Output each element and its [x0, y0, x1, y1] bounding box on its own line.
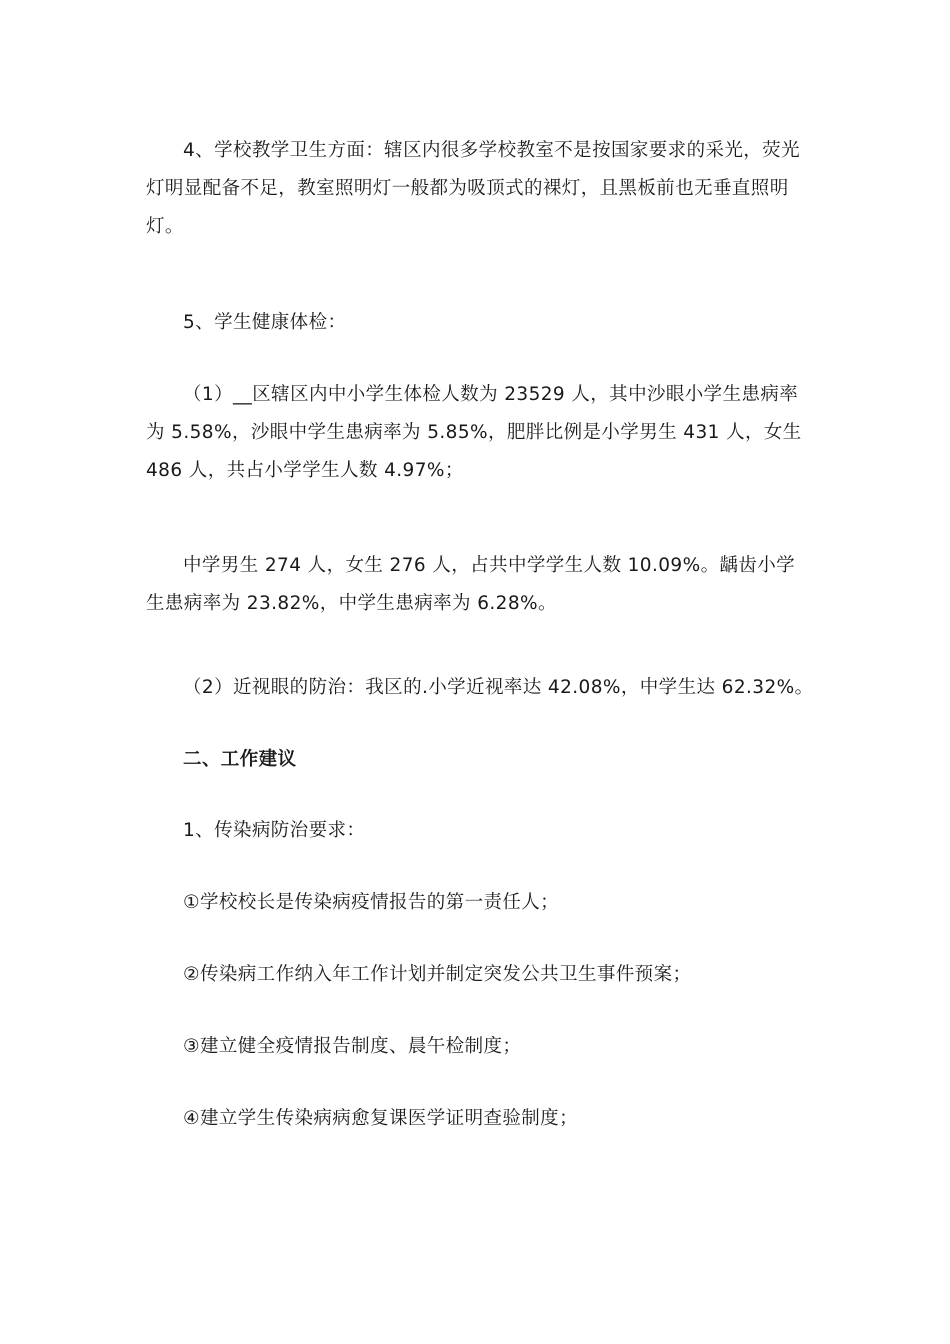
list-item: ④建立学生传染病病愈复课医学证明查验制度； — [183, 1108, 578, 1129]
list-item: ①学校校长是传染病疫情报告的第一责任人； — [183, 892, 560, 913]
paragraph-middle-school-statistics: 中学男生 274 人，女生 276 人，占共中学学生人数 10.09%。龋齿小学生患病率为 23.82%，中学生患病率为 6.28%。 — [146, 555, 796, 614]
list-item: ③建立健全疫情报告制度、晨午检制度； — [183, 1036, 522, 1057]
list-item: ②传染病工作纳入年工作计划并制定突发公共卫生事件预案； — [183, 964, 692, 985]
subsection-title-infectious-disease: 1、传染病防治要求： — [183, 820, 366, 841]
paragraph-teaching-hygiene: 4、学校教学卫生方面：辖区内很多学校教室不是按国家要求的采光，荧光灯明显配备不足，教室照明灯一般都为吸顶式的裸灯，且黑板前也无垂直照明灯。 — [146, 140, 800, 237]
paragraph-health-exam-title: 5、学生健康体检： — [183, 312, 347, 333]
paragraph-myopia-prevention: （2）近视眼的防治：我区的.小学近视率达 42.08%，中学生达 62.32%。 — [183, 677, 814, 698]
paragraph-exam-statistics: （1）__区辖区内中小学生体检人数为 23529 人，其中沙眼小学生患病率为 5.58%，沙眼中学生患病率为 5.85%，肥胖比例是小学男生 431 人，女生 486 人，共占小学学生人数 4.97%； — [146, 384, 802, 481]
section-heading-work-suggestions: 二、工作建议 — [183, 749, 297, 770]
